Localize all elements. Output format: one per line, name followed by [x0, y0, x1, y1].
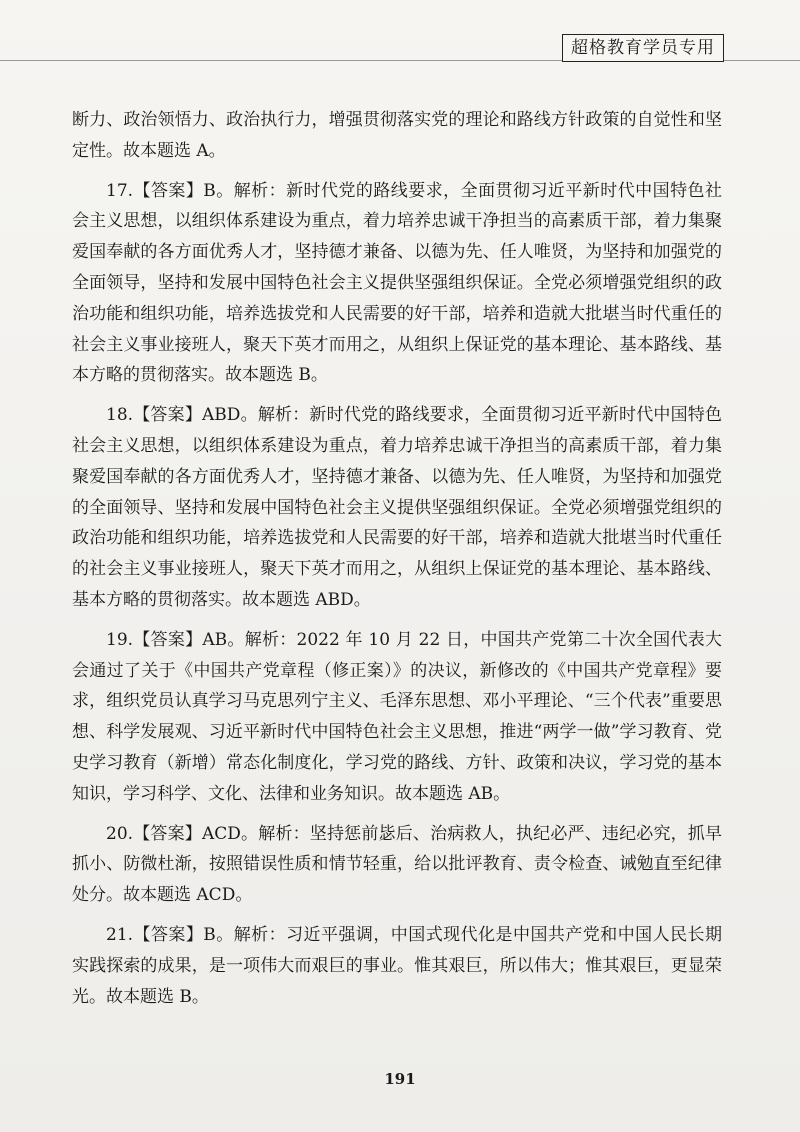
paragraph-continuation: 断力、政治领悟力、政治执行力，增强贯彻落实党的理论和路线方针政策的自觉性和坚定性。故本题选 A。	[72, 110, 722, 161]
page-number: 191	[384, 1070, 416, 1088]
answer-17: 17.【答案】B。解析：新时代党的路线要求，全面贯彻习近平新时代中国特色社会主义思想，以组织体系建设为重点，着力培养忠诚干净担当的高素质干部，着力集聚爱国奉献的各方面优秀人才，坚持德才兼备、以德为先、任人唯贤，为坚持和加强党的全面领导，坚持和发展中国特色社会主义提供坚强组织保证。全党必须增强党组织的政治功能和组织功能，培养选拔党和人民需要的好干部，培养和造就大批堪当时代重任的社会主义事业接班人，聚天下英才而用之，从组织上保证党的基本理论、基本路线、基本方略的贯彻落实。故本题选 B。	[72, 180, 722, 386]
answer-18: 18.【答案】ABD。解析：新时代党的路线要求，全面贯彻习近平新时代中国特色社会主义思想，以组织体系建设为重点，着力培养忠诚干净担当的高素质干部，着力集聚爱国奉献的各方面优秀人才，坚持德才兼备、以德为先、任人唯贤，为坚持和加强党的全面领导、坚持和发展中国特色社会主义提供坚强组织保证。全党必须增强党组织的政治功能和组织功能，培养选拔党和人民需要的好干部，培养和造就大批堪当时代重任的社会主义事业接班人，聚天下英才而用之，从组织上保证党的基本理论、基本路线、基本方略的贯彻落实。故本题选 ABD。	[72, 405, 722, 610]
answer-19: 19.【答案】AB。解析：2022 年 10 月 22 日，中国共产党第二十次全国代表大会通过了关于《中国共产党章程（修正案）》的决议，新修改的《中国共产党章程》要求，组织党员认真学习马克思列宁主义、毛泽东思想、邓小平理论、“三个代表”重要思想、科学发展观、习近平新时代中国特色社会主义思想，推进“两学一做”学习教育、党史学习教育（新增）常态化制度化，学习党的路线、方针、政策和决议，学习党的基本知识，学习科学、文化、法律和业务知识。故本题选 AB。	[72, 629, 722, 804]
student-only-badge: 超格教育学员专用	[562, 34, 724, 62]
answer-20: 20.【答案】ACD。解析：坚持惩前毖后、治病救人，执纪必严、违纪必究，抓早抓小、防微杜渐，按照错误性质和情节轻重，给以批评教育、责令检查、诫勉直至纪律处分。故本题选 ACD。	[72, 823, 722, 906]
answer-explanations	[72, 105, 722, 1021]
answer-21: 21.【答案】B。解析：习近平强调，中国式现代化是中国共产党和中国人民长期实践探索的成果，是一项伟大而艰巨的事业。惟其艰巨，所以伟大；惟其艰巨，更显荣光。故本题选 B。	[72, 924, 722, 1007]
